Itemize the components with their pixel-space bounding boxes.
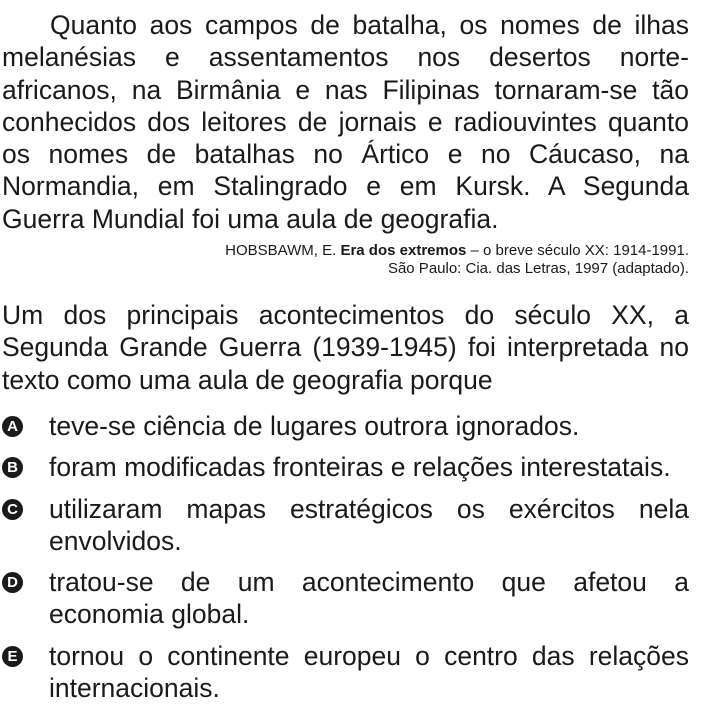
citation-publisher: São Paulo: Cia. das Letras, 1997 (adaptado). [387, 260, 689, 278]
option-letter-badge: D [2, 572, 23, 593]
option-letter-badge: C [2, 499, 23, 520]
option-text: tratou-se de um acontecimento que afetou a economia global. [49, 567, 689, 630]
option-letter-badge: A [2, 416, 23, 437]
citation-author: HOBSBAWM, E. [225, 242, 337, 260]
citation-subtitle: – o breve século XX: 1914-1991. [470, 242, 689, 260]
citation [2, 242, 689, 278]
option-text: teve-se ciência de lugares outrora ignorados. [49, 410, 580, 441]
citation-line-1 [2, 242, 689, 260]
passage-text: Quanto aos campos de batalha, os nomes de ilhas melanésias e assentamentos nos desertos norte-africanos, na Birmânia e nas Filipinas tornaram-se tão conhecidos dos leitores de jornais e radiouvintes quanto os nomes de batalhas no Ártico e no Cáucaso, na Normandia, em Stalingrado e em Kursk. A Segunda Guerra Mundial foi uma aula de geografia. [2, 10, 689, 234]
option-text: utilizaram mapas estratégicos os exércitos nela envolvidos. [49, 493, 689, 556]
option-text: foram modificadas fronteiras e relações interestatais. [49, 452, 671, 483]
option-d[interactable] [2, 566, 689, 631]
option-letter-badge: E [2, 646, 23, 667]
option-text: tornou o continente europeu o centro das relações internacionais. [49, 640, 689, 704]
option-e[interactable] [2, 640, 689, 705]
answer-options [2, 410, 689, 704]
question-stem: Um dos principais acontecimentos do século XX, a Segunda Grande Guerra (1939-1945) foi interpretada no texto como uma aula de geografia porque [2, 300, 689, 395]
option-letter-badge: B [2, 457, 23, 478]
option-c[interactable] [2, 493, 689, 558]
option-a[interactable] [2, 410, 689, 442]
option-b[interactable] [2, 451, 689, 483]
citation-title: Era dos extremos [340, 242, 467, 260]
